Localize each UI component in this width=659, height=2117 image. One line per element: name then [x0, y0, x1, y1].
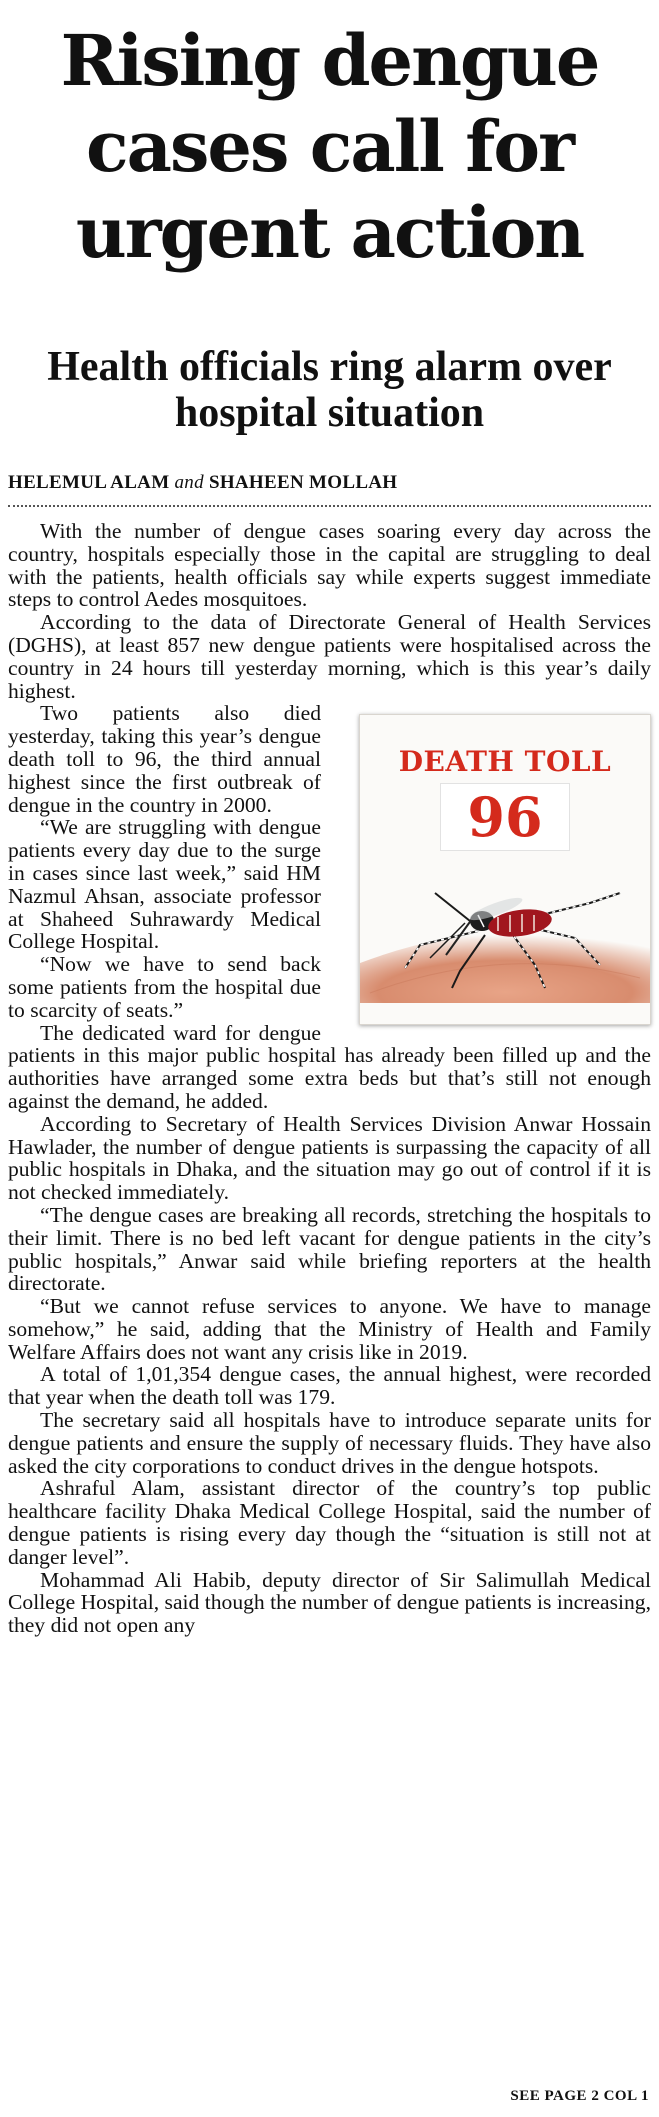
paragraph: The dedicated ward for dengue patients in this major public hospital has already been filled up and the authorities have arranged some extra beds but that’s still not enough against the demand, he added. [8, 1020, 651, 1113]
dotted-divider [8, 505, 651, 507]
death-toll-box [440, 783, 570, 851]
byline-author-1: HELEMUL ALAM [8, 472, 170, 493]
byline-conjunction: and [174, 472, 204, 493]
paragraph: According to the data of Directorate General of Health Services (DGHS), at least 857 new dengue patients were hospitalised across the country in 24 hours till yesterday morning, which is this year’s daily highest. [8, 610, 651, 703]
mosquito-photo [360, 853, 650, 1003]
paragraph: Mohammad Ali Habib, deputy director of Sir Salimullah Medical College Hospital, said though the number of dengue patients is increasing, they did not open any [8, 1567, 651, 1638]
paragraph: With the number of dengue cases soaring every day across the country, hospitals especially those in the capital are struggling to deal with the patients, health officials say while experts suggest immediate steps to control Aedes mosquitoes. [8, 519, 651, 612]
paragraph: “Now we have to send back some patients from the hospital due to scarcity of seats.” [8, 952, 321, 1022]
paragraph: The secretary said all hospitals have to introduce separate units for dengue patients and ensure the supply of necessary fluids. They have also asked the city corporations to conduct drives in the dengue hotspots. [8, 1408, 651, 1478]
paragraph: A total of 1,01,354 dengue cases, the annual highest, were recorded that year when the death toll was 179. [8, 1362, 651, 1410]
graphic-card [359, 714, 651, 1025]
headline: Rising dengue cases call for urgent action [60, 19, 599, 274]
paragraph: “The dengue cases are breaking all records, stretching the hospitals to their limit. There is no bed left vacant for dengue patients in the city’s public hospitals,” Anwar said while briefing reporters at the health directorate. [8, 1202, 651, 1296]
death-toll-label: DEATH TOLL [398, 745, 612, 779]
paragraph: Two patients also died yesterday, taking this year’s dengue death toll to 96, the third annual highest since the first outbreak of dengue in the country in 2000. [8, 701, 321, 817]
death-toll-graphic [337, 714, 651, 1027]
byline-author-2: SHAHEEN MOLLAH [208, 472, 398, 493]
continuation-jump: SEE PAGE 2 COL 1 [510, 2088, 649, 2104]
paragraph: “We are struggling with dengue patients every day due to the surge in cases since last week,” said HM Nazmul Ahsan, associate professor at Shaheed Suhrawardy Medical College Hospital. [8, 815, 321, 954]
death-toll-value: 96 [467, 785, 543, 850]
paragraph: Ashraful Alam, assistant director of the country’s top public healthcare facility Dhaka Medical College Hospital, said the number of dengue patients is rising every day though the “situation is still not at danger level”. [8, 1476, 651, 1569]
paragraph: According to Secretary of Health Services Division Anwar Hossain Hawlader, the number of dengue patients is surpassing the capacity of all public hospitals in Dhaka, and the situation may go out of control if it is not checked immediately. [8, 1111, 651, 1205]
article-body [8, 520, 651, 1637]
deck-subheadline: Health officials ring alarm over hospital situation [47, 344, 612, 436]
byline [8, 472, 397, 494]
paragraph: “But we cannot refuse services to anyone. We have to manage somehow,” he said, adding that the Ministry of Health and Family Welfare Affairs does not want any crisis like in 2019. [8, 1294, 651, 1364]
